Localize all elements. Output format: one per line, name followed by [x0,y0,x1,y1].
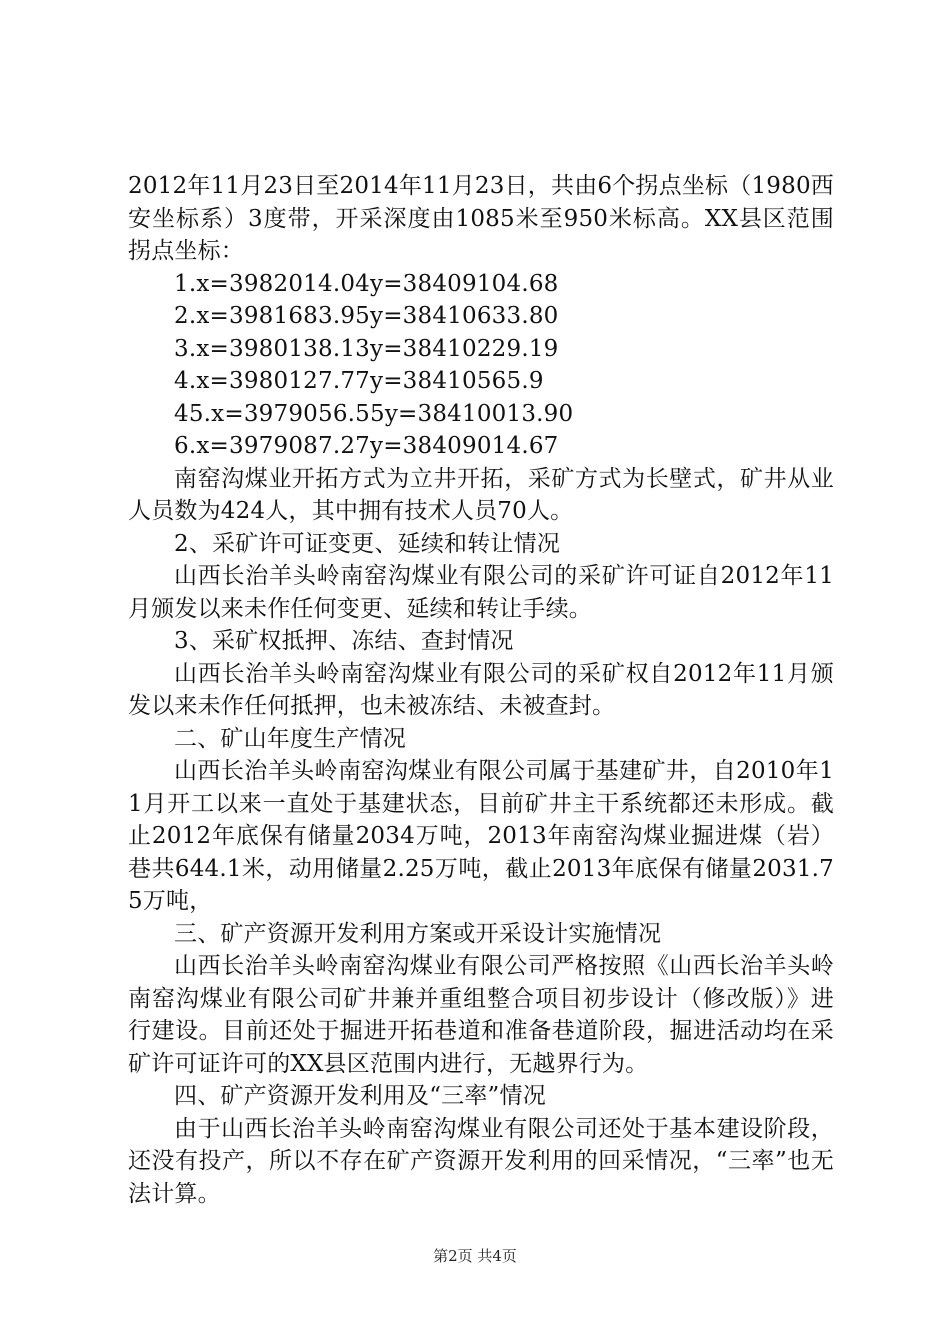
section-heading-mortgage: 3、采矿权抵押、冻结、查封情况 [174,628,514,654]
coordinate-point-6: 6.x=3979087.27y=38409014.67 [174,433,559,459]
section-heading-license-change: 2、采矿许可证变更、延续和转让情况 [174,530,561,557]
paragraph-design-implementation: 山西长治羊头岭南窑沟煤业有限公司严格按照《山西长治羊头岭南窑沟煤业有限公司矿井兼并重组整合项目初步设计（修改版）》进行建设。目前还处于掘进开拓巷道和准备巷道阶段，掘进活动均在采矿许可证许可的XX县区范围内进行，无越界行为。 [128,953,834,1077]
paragraph-mortgage: 山西长治羊头岭南窑沟煤业有限公司的采矿权自2012年11月颁发以来未作任何抵押，也未被冻结、未被查封。 [128,660,834,719]
coordinate-point-4: 4.x=3980127.77y=38410565.9 [174,368,544,394]
coordinate-point-2: 2.x=3981683.95y=38410633.80 [174,303,559,329]
paragraph-three-rates: 由于山西长治羊头岭南窑沟煤业有限公司还处于基本建设阶段，还没有投产，所以不存在矿产资源开发利用的回采情况，“三率”也无法计算。 [128,1115,834,1207]
section-heading-annual-production: 二、矿山年度生产情况 [174,725,406,752]
paragraph-annual-production: 山西长治羊头岭南窑沟煤业有限公司属于基建矿井，自2010年11月开工以来一直处于基建状态，目前矿井主干系统都还未形成。截止2012年底保有储量2034万吨，2013年南窑沟煤业掘进煤（岩）巷共644.1米，动用储量2.25万吨，截止2013年底保有储量2031.75万吨， [128,758,834,914]
section-heading-three-rates: 四、矿产资源开发利用及“三率”情况 [174,1083,546,1109]
page-footer: 第2页 共4页 [433,1247,517,1265]
coordinate-point-3: 3.x=3980138.13y=38410229.19 [174,335,559,362]
document-body [128,170,834,1210]
paragraph-mining-method: 南窑沟煤业开拓方式为立井开拓，采矿方式为长壁式，矿井从业人员数为424人，其中拥有技术人员70人。 [128,465,834,524]
paragraph-license-change: 山西长治羊头岭南窑沟煤业有限公司的采矿许可证自2012年11月颁发以来未作任何变更、延续和转让手续。 [128,563,834,622]
coordinate-point-1: 1.x=3982014.04y=38409104.68 [174,270,559,297]
section-heading-design-implementation: 三、矿产资源开发利用方案或开采设计实施情况 [174,920,662,947]
coordinate-point-5: 45.x=3979056.55y=38410013.90 [174,400,574,427]
paragraph-mining-period: 2012年11月23日至2014年11月23日，共由6个拐点坐标（1980西安坐标系）3度带，开采深度由1085米至950米标高。XX县区范围拐点坐标： [128,173,834,264]
